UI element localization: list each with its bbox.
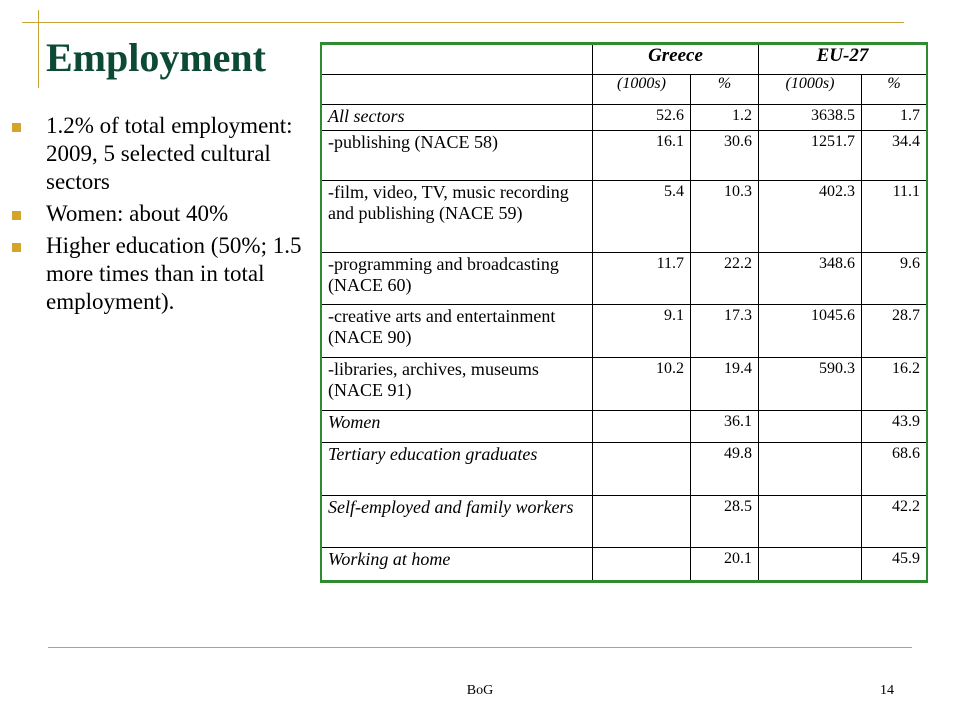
cell-greece-pct: 20.1 [691, 548, 759, 582]
cell-greece-1000s: 16.1 [593, 131, 691, 181]
cell-eu-1000s [759, 411, 862, 443]
table-row [321, 131, 927, 181]
cell-greece-pct: 30.6 [691, 131, 759, 181]
subheader-eu-pct: % [862, 75, 928, 105]
cell-eu-1000s: 3638.5 [759, 105, 862, 131]
cell-eu-1000s: 1251.7 [759, 131, 862, 181]
cell-eu-pct: 34.4 [862, 131, 928, 181]
left-accent-rule [38, 10, 39, 88]
cell-greece-pct: 10.3 [691, 181, 759, 253]
cell-eu-pct: 43.9 [862, 411, 928, 443]
row-label: -film, video, TV, music recording and publishing (NACE 59) [321, 181, 593, 253]
cell-eu-1000s [759, 548, 862, 582]
cell-eu-pct: 1.7 [862, 105, 928, 131]
cell-greece-1000s [593, 496, 691, 548]
cell-greece-1000s [593, 443, 691, 496]
row-label: -libraries, archives, museums (NACE 91) [321, 358, 593, 411]
square-bullet-icon [12, 211, 21, 220]
cell-greece-pct: 22.2 [691, 253, 759, 305]
cell-greece-1000s [593, 411, 691, 443]
cell-eu-1000s [759, 443, 862, 496]
group-header-eu27: EU-27 [759, 44, 928, 75]
subheader-eu-1000s: (1000s) [759, 75, 862, 105]
table-row [321, 548, 927, 582]
table-row [321, 443, 927, 496]
subheader-greece-pct: % [691, 75, 759, 105]
cell-greece-1000s: 5.4 [593, 181, 691, 253]
group-header-greece: Greece [593, 44, 759, 75]
employment-table-wrapper [320, 42, 928, 583]
table-subheader-row [321, 75, 927, 105]
table-corner-cell [321, 44, 593, 75]
bullet-item: 1.2% of total employment: 2009, 5 selected cultural sectors [12, 112, 302, 196]
cell-greece-1000s: 11.7 [593, 253, 691, 305]
row-label: -creative arts and entertainment (NACE 90) [321, 305, 593, 358]
cell-greece-pct: 19.4 [691, 358, 759, 411]
table-row [321, 105, 927, 131]
cell-eu-1000s: 1045.6 [759, 305, 862, 358]
square-bullet-icon [12, 123, 21, 132]
table-body [321, 105, 927, 582]
cell-eu-1000s: 590.3 [759, 358, 862, 411]
cell-eu-pct: 16.2 [862, 358, 928, 411]
cell-eu-pct: 11.1 [862, 181, 928, 253]
table-row [321, 181, 927, 253]
top-rule [22, 22, 904, 23]
cell-greece-1000s [593, 548, 691, 582]
table-row [321, 253, 927, 305]
cell-greece-pct: 1.2 [691, 105, 759, 131]
row-label: -programming and broadcasting (NACE 60) [321, 253, 593, 305]
row-label: Tertiary education graduates [321, 443, 593, 496]
row-label: Working at home [321, 548, 593, 582]
row-label: Women [321, 411, 593, 443]
square-bullet-icon [12, 243, 21, 252]
bottom-rule [48, 647, 912, 648]
cell-eu-1000s: 348.6 [759, 253, 862, 305]
table-row [321, 358, 927, 411]
cell-greece-1000s: 10.2 [593, 358, 691, 411]
subheader-greece-1000s: (1000s) [593, 75, 691, 105]
row-label: -publishing (NACE 58) [321, 131, 593, 181]
cell-eu-1000s: 402.3 [759, 181, 862, 253]
cell-greece-pct: 36.1 [691, 411, 759, 443]
table-group-header-row [321, 44, 927, 75]
cell-greece-1000s: 52.6 [593, 105, 691, 131]
footer-text: BoG [466, 683, 494, 698]
page-number: 14 [880, 683, 894, 698]
slide-title: Employment [46, 35, 266, 80]
table-row [321, 305, 927, 358]
bullet-item: Higher education (50%; 1.5 more times than in total employment). [12, 232, 302, 316]
cell-eu-pct: 9.6 [862, 253, 928, 305]
cell-greece-pct: 28.5 [691, 496, 759, 548]
table-row [321, 496, 927, 548]
row-label: All sectors [321, 105, 593, 131]
bullet-item: Women: about 40% [12, 200, 302, 228]
table-row [321, 411, 927, 443]
cell-greece-pct: 49.8 [691, 443, 759, 496]
table-corner-cell [321, 75, 593, 105]
cell-eu-pct: 68.6 [862, 443, 928, 496]
cell-greece-1000s: 9.1 [593, 305, 691, 358]
employment-table [320, 42, 928, 583]
cell-eu-pct: 45.9 [862, 548, 928, 582]
row-label: Self-employed and family workers [321, 496, 593, 548]
cell-eu-1000s [759, 496, 862, 548]
cell-eu-pct: 28.7 [862, 305, 928, 358]
cell-eu-pct: 42.2 [862, 496, 928, 548]
cell-greece-pct: 17.3 [691, 305, 759, 358]
bullet-list [12, 112, 302, 320]
